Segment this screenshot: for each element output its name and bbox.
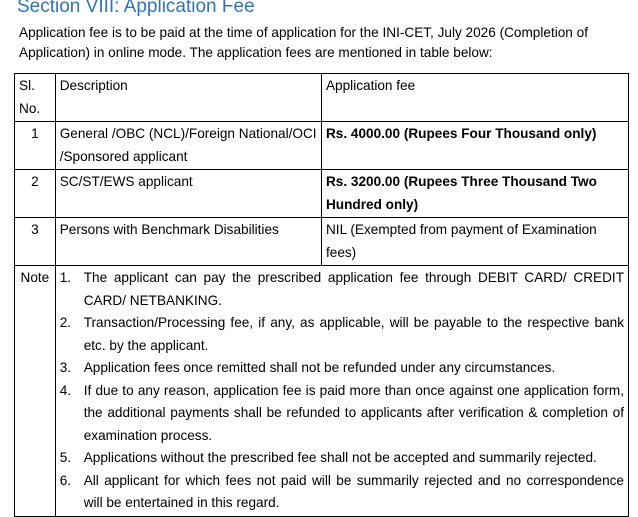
note-text: Applications without the prescribed fee shall not be accepted and summarily rejected. (83, 450, 597, 465)
note-text: The applicant can pay the prescribed application fee through DEBIT CARD/ CREDIT CARD/ NETBANKING. (83, 270, 624, 308)
table-row (15, 218, 629, 266)
notes-list (60, 267, 624, 515)
row-description: General /OBC (NCL)/Foreign National/OCI /Sponsored applicant (55, 122, 321, 170)
row-sl: 2 (15, 170, 56, 218)
note-number: 6. (59, 472, 72, 488)
table-row (15, 170, 629, 218)
note-number: 4. (59, 382, 72, 398)
notes-row (15, 266, 629, 517)
note-text: If due to any reason, application fee is paid more than once against one application form, the additional payments shall be refunded to applicants after verification & completion of examination process. (83, 382, 624, 443)
table-row (15, 122, 629, 170)
note-number: 2. (59, 315, 72, 330)
note-label: Note (15, 266, 56, 517)
note-number: 3. (59, 360, 72, 375)
note-item (60, 470, 624, 515)
notes-cell (55, 266, 628, 517)
note-text: Transaction/Processing fee, if any, as applicable, will be payable to the respective bank etc. by the applicant. (83, 315, 624, 353)
header-description: Description (55, 74, 321, 122)
note-item (60, 357, 624, 380)
row-sl: 1 (15, 122, 56, 170)
row-sl: 3 (15, 218, 56, 266)
row-fee: Rs. 3200.00 (Rupees Three Thousand Two Hundred only) (321, 170, 628, 218)
note-item (60, 267, 624, 312)
note-number: 1. (59, 270, 72, 285)
note-item (60, 380, 624, 448)
table-header-row (15, 74, 629, 122)
note-text: All applicant for which fees not paid will be summarily rejected and no correspondence will be entertained in this regard. (83, 472, 624, 510)
intro-paragraph: Application fee is to be paid at the time of application for the INI-CET, July 2026 (Completion of Application) in online mode. The application fees are mentioned in table below: (19, 25, 588, 60)
header-sl-no: Sl. No. (15, 74, 56, 122)
note-item (60, 312, 624, 357)
fee-table (14, 73, 629, 517)
note-text: Application fees once remitted shall not be refunded under any circumstances. (83, 360, 556, 375)
note-item (60, 447, 624, 470)
row-description: Persons with Benchmark Disabilities (55, 218, 321, 266)
row-fee: NIL (Exempted from payment of Examination fees) (321, 218, 628, 266)
row-description: SC/ST/EWS applicant (55, 170, 321, 218)
row-fee: Rs. 4000.00 (Rupees Four Thousand only) (321, 122, 628, 170)
header-application-fee: Application fee (321, 74, 628, 122)
section-title: Section VIII: Application Fee (17, 0, 255, 17)
note-number: 5. (59, 450, 72, 465)
